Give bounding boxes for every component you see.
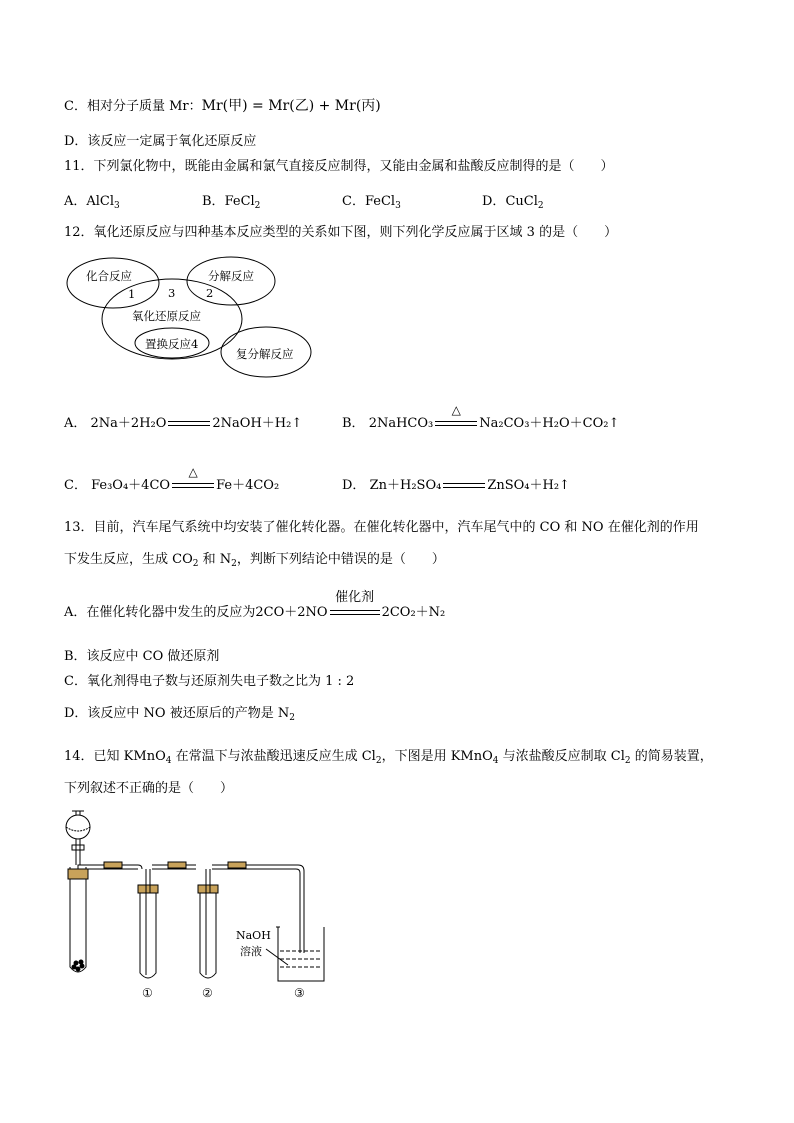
q14-stem1-b: 在常温下与浓盐酸迅速反应生成 Cl [171,749,376,764]
separatory-funnel-icon [66,811,90,865]
q10-c-label: C．相对分子质量 [64,99,165,114]
combination-ellipse [67,258,159,308]
q11-c-label: C． [342,194,365,209]
q12-stem: 12．氧化还原反应与四种基本反应类型的关系如下图，则下列化学反应属于区域 3 的是（ ） [64,225,618,240]
q12-c-label: C． [64,478,87,493]
q12-a-products: 2NaOH＋H₂↑ [212,416,303,431]
q14-stem1-e: 的简易装置， [630,749,713,764]
q12-a-reactants: 2Na＋2H₂O [90,416,167,431]
q11-c-sub: 3 [395,201,401,211]
q14-stem1-sub3: 4 [492,756,499,766]
q12-b-products: Na₂CO₃＋H₂O＋CO₂↑ [479,416,620,431]
q11-c-formula: FeCl [364,194,396,209]
q10-option-d: D．该反应一定属于氧化还原反应 [64,134,257,149]
combination-label: 化合反应 [86,269,132,283]
q13-stem-line2 [64,551,445,569]
naoh-beaker [266,927,324,981]
q11-option-c [342,190,401,209]
reaction-test-tube [68,867,88,972]
q14-stem-line1 [64,748,713,766]
q11-a-label: A． [64,194,87,209]
q14-stem1-sub2: 2 [375,756,382,766]
q13-stem-line1: 13．目前，汽车尾气系统中均安装了催化转化器。在催化转化器中，汽车尾气中的 CO 和 NO 在催化剂的作用 [64,520,699,535]
q14-stem-line2: 下列叙述不正确的是（ ） [64,781,234,796]
q12-c-products: Fe＋4CO₂ [216,478,280,493]
q11-stem: 11．下列氯化物中，既能由金属和氯气直接反应制得，又能由金属和盐酸反应制得的是（ ） [64,159,614,174]
q12-option-a [64,412,302,431]
region-3-label: 3 [168,286,176,300]
q14-stem1-a: 14．已知 KMnO [64,749,166,764]
apparatus-label-3: ③ [294,986,305,1000]
q13-d-text: D．该反应中 NO 被还原后的产物是 N [64,706,290,721]
q11-b-sub: 2 [254,201,261,211]
q13-stem2-sub2: 2 [231,559,237,569]
chlorine-apparatus-diagram [56,805,356,1005]
q13-a-products: 2CO₂＋N₂ [381,605,446,620]
q11-a-sub: 3 [114,201,120,211]
q12-d-reactants: Zn＋H₂SO₄ [369,478,442,493]
q10-option-c [64,97,381,116]
q12-d-products: ZnSO₄＋H₂↑ [487,478,570,493]
q12-option-c [64,464,280,493]
q14-stem1-sub4: 2 [624,756,631,766]
q12-option-b [342,402,620,431]
naoh-label: NaOH [236,929,271,942]
q12-d-equals [443,482,485,490]
q14-stem1-d: 与浓盐酸反应制取 Cl [498,749,625,764]
q13-option-a [64,589,446,622]
q12-a-label: A． [64,416,87,431]
q12-b-heat-symbol: △ [451,402,461,417]
q12-c-equals [172,464,214,490]
q13-stem2-c: ，判断下列结论中错误的是（ ） [236,552,445,567]
q13-a-reactants: 2CO＋2NO [255,605,328,620]
q12-c-reactants: Fe₃O₄＋4CO [91,478,171,493]
q12-b-reactants: 2NaHCO₃ [368,416,434,431]
q13-option-c: C．氧化剂得电子数与还原剂失电子数之比为 1 : 2 [64,674,355,689]
q11-d-sub: 2 [537,201,544,211]
reaction-type-venn-diagram [64,254,324,384]
q11-a-formula: AlCl [86,194,115,209]
q12-b-equals [435,402,477,428]
wash-bottle-2 [198,869,218,978]
q12-d-label: D． [342,478,366,493]
q12-option-d [342,474,570,493]
q10-c-equation: Mr(甲) = Mr(乙) + Mr(丙) [201,98,381,114]
q14-stem1-sub1: 4 [165,756,172,766]
double-displacement-label: 复分解反应 [236,347,294,361]
q13-option-b: B．该反应中 CO 做还原剂 [64,649,220,664]
q13-a-catalyst-label: 催化剂 [335,589,375,605]
solution-label: 溶液 [240,945,262,958]
q13-d-sub: 2 [289,713,295,723]
q12-b-label: B． [342,416,365,431]
region-1-label: 1 [128,287,136,301]
apparatus-label-2: ② [202,986,213,1000]
q11-b-label: B． [202,194,225,209]
wash-bottle-1 [138,869,158,978]
q11-d-formula: CuCl [505,194,538,209]
q11-option-b [202,190,260,209]
q11-d-label: D． [482,194,506,209]
q14-stem1-c: ，下图是用 KMnO [381,749,493,764]
redox-label: 氧化还原反应 [132,309,201,323]
region-2-label: 2 [206,286,214,300]
q13-stem2-sub1: 2 [192,559,199,569]
apparatus-label-1: ① [142,986,153,1000]
q13-stem2-a: 下发生反应，生成 CO [64,552,193,567]
q13-option-d [64,705,295,723]
q11-option-d [482,190,544,209]
displacement-label: 置换反应4 [145,337,199,351]
q13-stem2-b: 和 N [198,552,232,567]
q11-option-a [64,190,120,209]
decomposition-label: 分解反应 [208,269,254,283]
q10-c-mr: Mr： [169,99,202,114]
q11-b-formula: FeCl [224,194,255,209]
q12-c-heat-symbol: △ [188,464,198,479]
q13-a-text: A．在催化转化器中发生的反应为 [64,605,256,620]
q13-a-equals [330,589,380,617]
q12-a-equals [168,420,210,428]
